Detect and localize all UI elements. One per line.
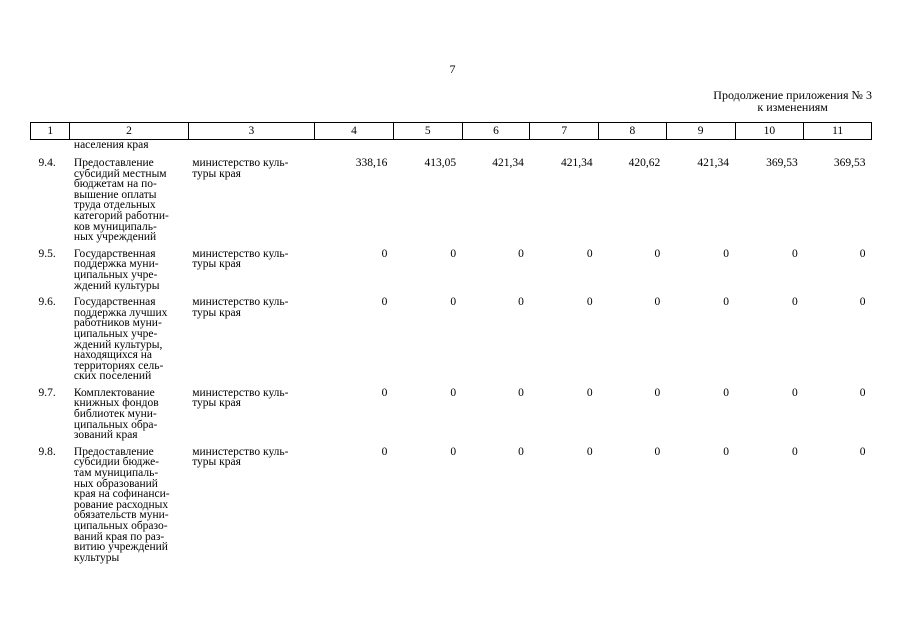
row-name-line: субсидий местным (73, 167, 167, 180)
row-value: 0 (518, 386, 524, 399)
row-executor-line: туры края (192, 258, 241, 271)
row-name-line: обязательств муни- (73, 509, 169, 522)
column-header: 8 (599, 123, 667, 140)
row-value: 0 (654, 386, 661, 399)
row-value: 0 (381, 296, 388, 309)
row-name-line: ков муниципаль- (73, 220, 157, 233)
row-executor (188, 249, 314, 291)
row-value: 0 (723, 247, 730, 260)
row-executor (188, 388, 314, 441)
row-value: 0 (450, 386, 457, 399)
row-name-line: рование расходных (73, 498, 169, 511)
row-value: 0 (859, 386, 866, 399)
row-value: 0 (723, 445, 730, 458)
row-name-line: там муниципаль- (73, 467, 159, 480)
carry-over-text: населения края (73, 139, 149, 151)
row-value: 0 (381, 247, 388, 260)
continuation-line-1: Продолжение приложения № 3 (713, 88, 872, 102)
column-header: 5 (393, 123, 462, 140)
row-index: 9.6. (38, 296, 56, 309)
row-value: 0 (654, 296, 661, 309)
row-value: 0 (518, 247, 524, 260)
column-header: 11 (804, 123, 872, 140)
row-executor-line: министерство куль- (192, 445, 289, 458)
row-name-line: ципальных учре- (73, 327, 158, 340)
row-executor-line: туры края (192, 167, 241, 180)
row-value: 421,34 (697, 157, 730, 169)
row-value: 0 (586, 386, 593, 399)
continuation-note (713, 89, 872, 113)
row-index: 9.5. (38, 247, 56, 260)
row-name-line: Государственная (73, 296, 156, 309)
row-value: 0 (859, 247, 866, 260)
column-header: 2 (70, 123, 188, 140)
row-name-line: территориях сель- (73, 359, 164, 372)
column-header: 6 (462, 123, 530, 140)
row-name (70, 158, 188, 243)
row-executor-line: туры края (192, 456, 241, 469)
row-name-line: работников муни- (73, 317, 162, 330)
row-value: 413,05 (424, 157, 457, 169)
row-name-line: зований края (73, 429, 138, 442)
row-name-line: ных образований (73, 477, 158, 490)
row-name-line: вышение оплаты (73, 188, 157, 201)
row-value: 0 (450, 296, 457, 309)
row-name-line: библиотек муни- (73, 408, 157, 421)
row-name-line: ных учреждений (73, 231, 157, 244)
row-index: 9.4. (38, 157, 56, 169)
row-executor-line: министерство куль- (192, 296, 289, 309)
row-name-line: ваний края по раз- (73, 530, 165, 543)
row-name-line: ских поселений (73, 370, 152, 383)
row-executor (188, 297, 314, 382)
table-row (31, 447, 872, 564)
table-row (31, 388, 872, 441)
row-name-line: категорий работни- (73, 209, 169, 222)
row-value: 421,34 (560, 157, 593, 169)
row-executor (188, 447, 314, 564)
row-name-line: Предоставление (73, 157, 154, 169)
column-header: 4 (315, 123, 394, 140)
row-value: 0 (586, 445, 593, 458)
table-header-row (31, 123, 872, 140)
row-name-line: ждений культуры (73, 279, 160, 292)
row-value: 0 (792, 247, 798, 260)
row-executor (188, 158, 314, 243)
row-name-line: ждений культуры, (73, 338, 163, 351)
column-header: 1 (31, 123, 70, 140)
row-name (70, 249, 188, 291)
row-name-line: бюджетам на по- (73, 178, 157, 191)
row-executor-line: туры края (192, 306, 241, 319)
row-name-line: поддержка муни- (73, 258, 159, 271)
row-value: 0 (586, 247, 593, 260)
row-value: 369,53 (766, 157, 798, 169)
row-value: 0 (654, 247, 661, 260)
row-value: 0 (586, 296, 593, 309)
row-name-line: витию учреждений (73, 541, 168, 554)
row-name (70, 297, 188, 382)
row-value: 0 (859, 445, 866, 458)
row-name-line: Предоставление (73, 445, 154, 458)
row-value: 338,16 (355, 157, 388, 169)
row-executor-line: министерство куль- (192, 386, 289, 399)
page-number: 7 (449, 62, 456, 76)
column-header: 9 (666, 123, 735, 140)
row-name-line: ципальных образо- (73, 520, 168, 532)
row-value: 420,62 (628, 157, 661, 169)
column-header: 10 (735, 123, 804, 140)
carry-over-row (31, 140, 872, 153)
row-value: 0 (518, 296, 524, 309)
column-header: 7 (530, 123, 599, 140)
row-executor-line: министерство куль- (192, 247, 289, 260)
row-value: 0 (792, 296, 798, 309)
row-value: 0 (723, 386, 730, 399)
row-name-line: субсидии бюдже- (73, 456, 160, 469)
table-row (31, 249, 872, 291)
row-name-line: культуры (73, 551, 120, 564)
row-index: 9.8. (38, 445, 56, 458)
table-row (31, 158, 872, 243)
row-value: 0 (450, 445, 457, 458)
row-name (70, 388, 188, 441)
column-header: 3 (188, 123, 314, 140)
row-name-line: поддержка лучших (73, 306, 168, 319)
row-name-line: края на софинанси- (73, 488, 170, 501)
row-name-line: Комплектование (73, 386, 155, 399)
row-name-line: книжных фондов (73, 397, 159, 410)
row-name-line: Государственная (73, 247, 156, 260)
row-value: 421,34 (492, 157, 524, 169)
continuation-line-2: к изменениям (757, 100, 828, 114)
row-value: 0 (792, 386, 798, 399)
row-name-line: труда отдельных (73, 199, 156, 212)
row-value: 0 (792, 445, 798, 458)
row-value: 0 (381, 445, 388, 458)
row-index: 9.7. (38, 386, 56, 399)
row-name-line: ципальных обра- (73, 418, 158, 431)
row-value: 0 (450, 247, 457, 260)
appendix-table (30, 122, 872, 563)
row-value: 369,53 (833, 157, 866, 169)
row-value: 0 (518, 445, 524, 458)
row-value: 0 (723, 296, 730, 309)
row-value: 0 (859, 296, 866, 309)
row-name (70, 447, 188, 564)
row-value: 0 (654, 445, 661, 458)
table-row (31, 297, 872, 382)
row-executor-line: министерство куль- (192, 157, 289, 169)
row-value: 0 (381, 386, 388, 399)
row-name-line: ципальных учре- (73, 268, 158, 281)
row-name-line: находящихся на (73, 349, 153, 362)
row-executor-line: туры края (192, 397, 241, 410)
